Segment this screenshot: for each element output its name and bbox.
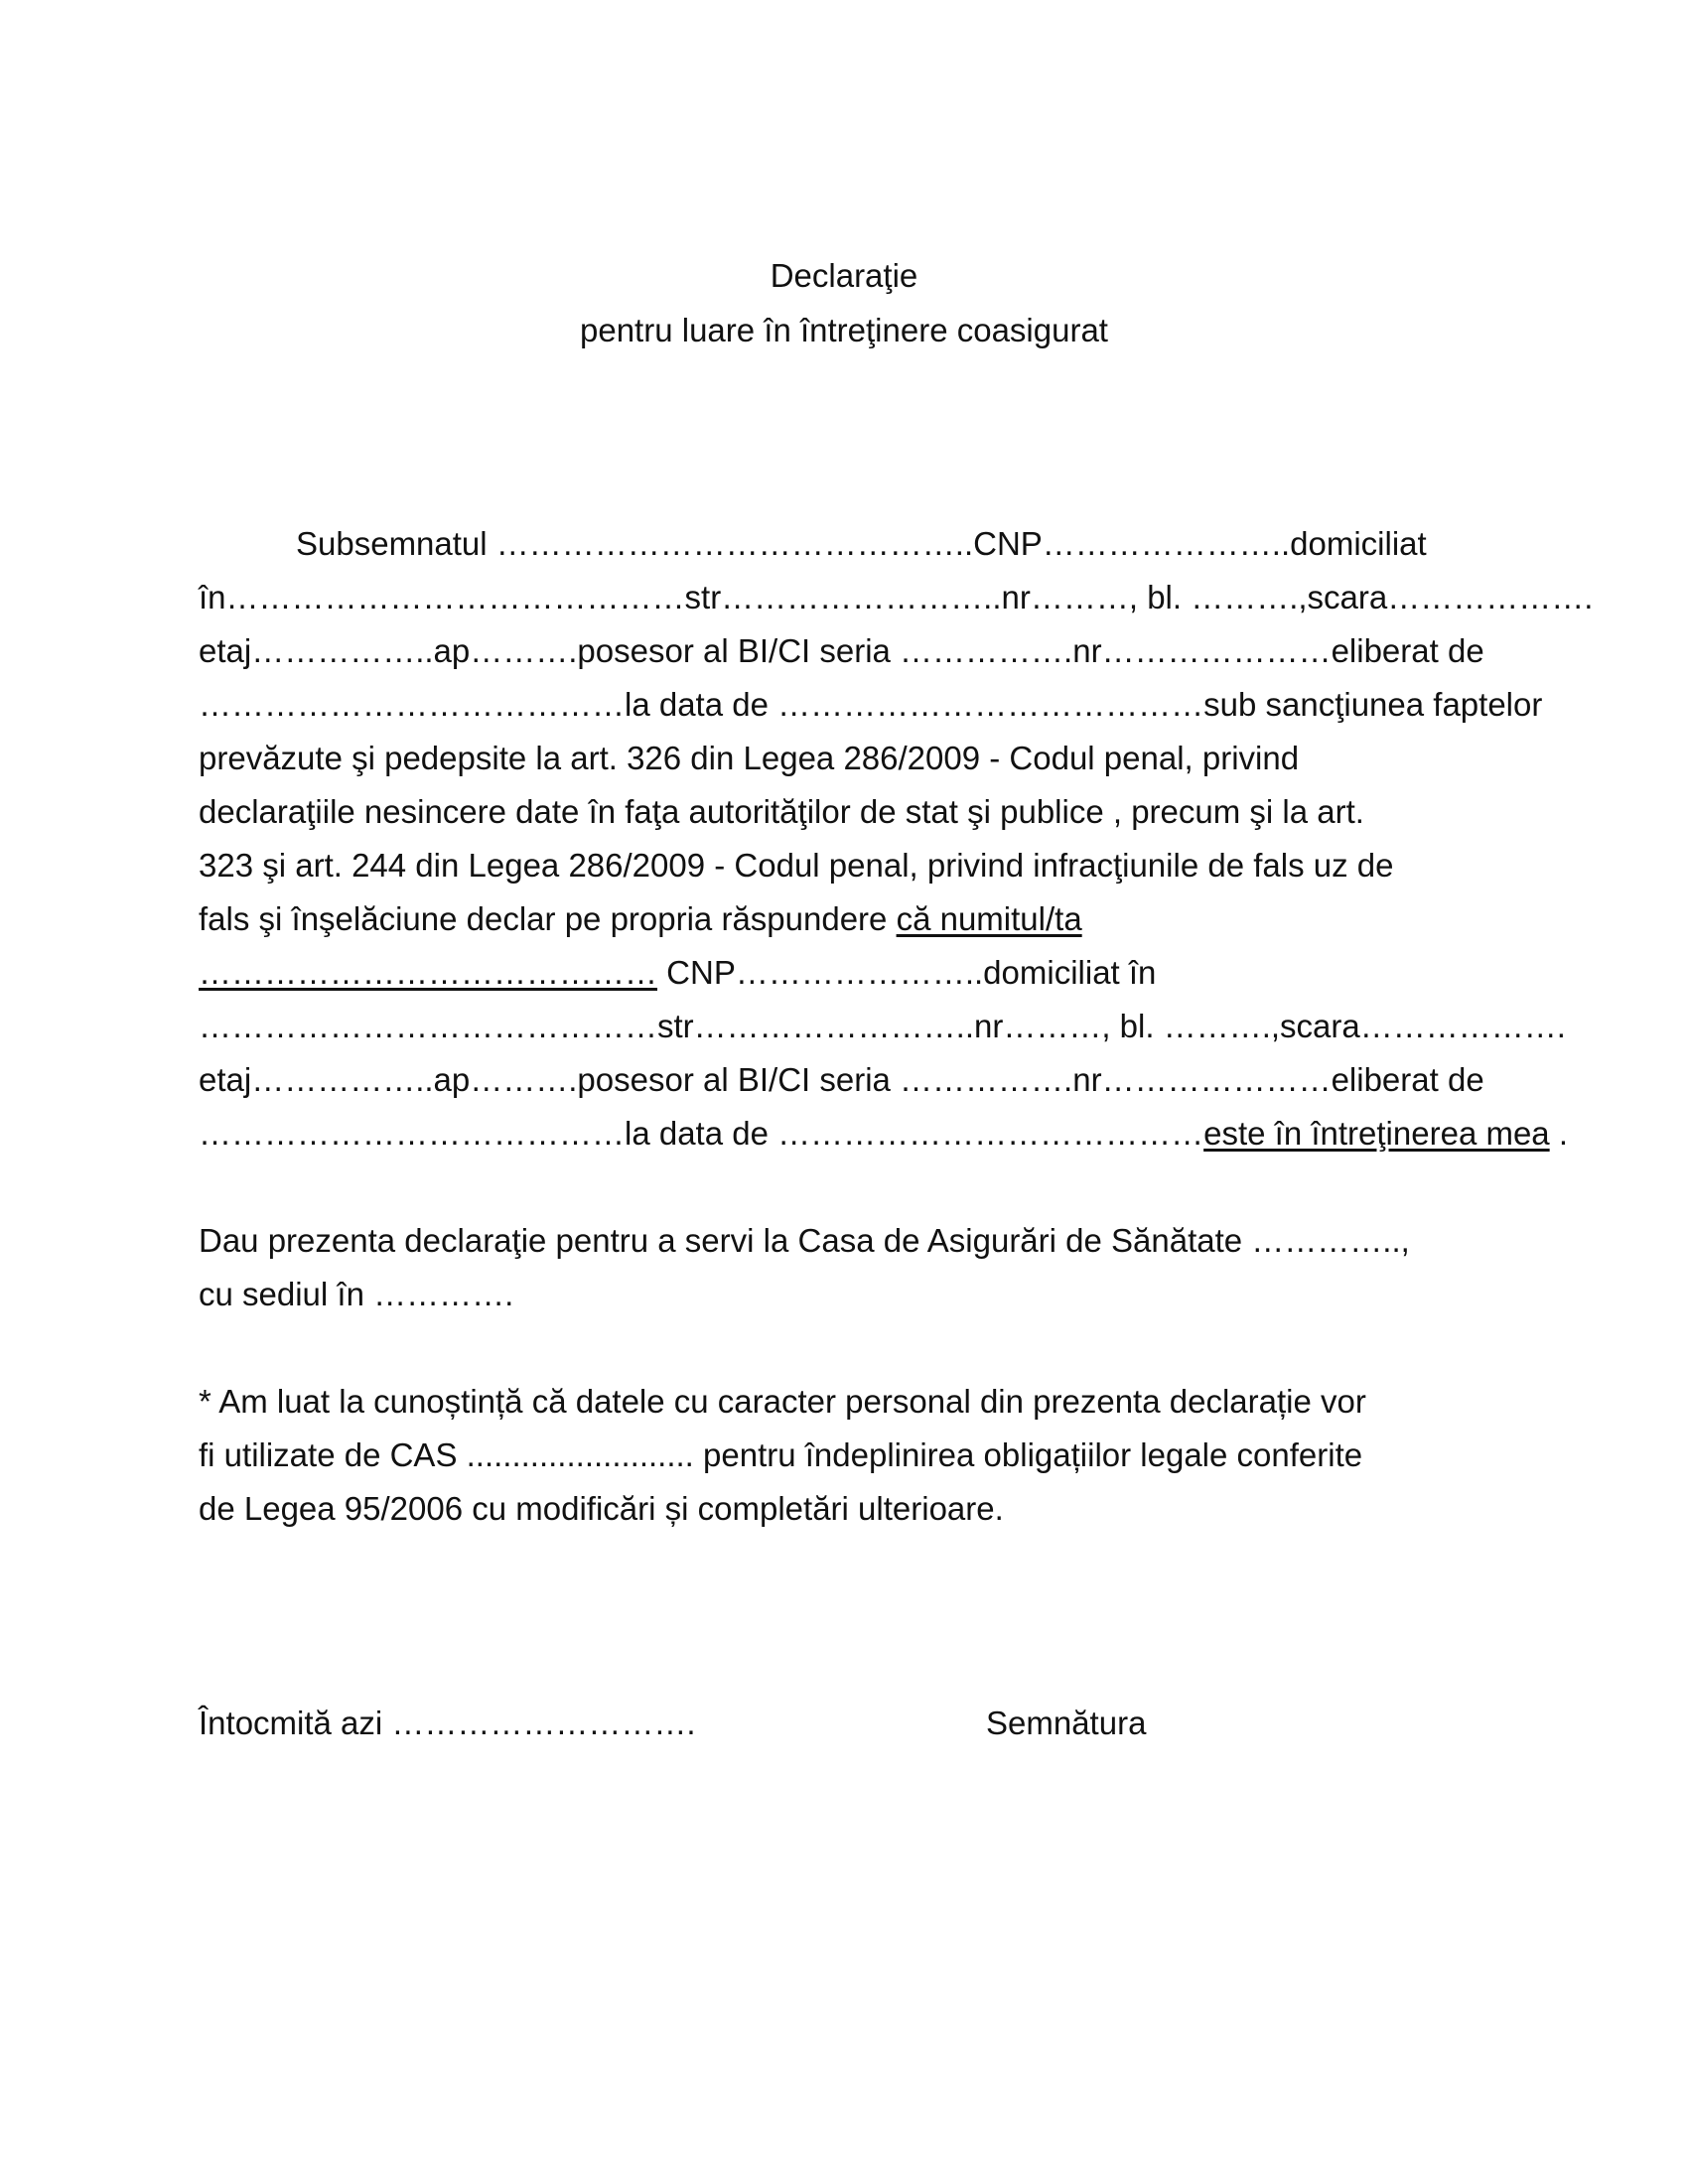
body-line-5: prevăzute şi pedepsite la art. 326 din Legea 286/2009 - Codul penal, privind <box>199 740 1300 776</box>
gdpr-line-2: fi utilizate de CAS ......................... pentru îndeplinirea obligațiilor legale conferite <box>199 1436 1363 1473</box>
body-line-12-end: . <box>1549 1115 1568 1152</box>
body-line-12-text: …………………………………la data de ………………………………… <box>199 1115 1204 1152</box>
body-line-4: …………………………………la data de …………………………………sub sancţiunea faptelor <box>199 686 1543 723</box>
body-line-1: Subsemnatul ……………………………………..CNP…………………..domiciliat <box>296 525 1427 562</box>
body-line-8-text: fals şi înşelăciune declar pe propria răspundere <box>199 900 897 937</box>
body-line-3: etaj……………..ap……….posesor al BI/CI seria …………….nr…………………eliberat de <box>199 632 1484 669</box>
body-line-9-text: CNP…………………..domiciliat în <box>657 954 1157 991</box>
cas-line-2: cu sediul în …………. <box>199 1276 514 1312</box>
cas-line-1: Dau prezenta declaraţie pentru a servi la Casa de Asigurări de Sănătate ………….., <box>199 1222 1410 1259</box>
document-title: Declaraţie <box>770 257 918 294</box>
document-subtitle: pentru luare în întreţinere coasigurat <box>580 312 1108 348</box>
gdpr-line-3: de Legea 95/2006 cu modificări și completări ulterioare. <box>199 1490 1004 1527</box>
signature-label: Semnătura <box>986 1705 1147 1741</box>
body-line-7: 323 şi art. 244 din Legea 286/2009 - Codul penal, privind infracţiunile de fals uz de <box>199 847 1394 884</box>
gdpr-line-1: * Am luat la cunoștință că datele cu caracter personal din prezenta declarație vor <box>199 1383 1366 1420</box>
body-line-12 <box>199 1114 1568 1154</box>
date-label: Întocmită azi ………………………. <box>199 1705 696 1741</box>
body-line-6: declaraţiile nesincere date în faţa autorităţilor de stat şi publice , precum şi la art. <box>199 793 1364 830</box>
body-line-11: etaj……………..ap……….posesor al BI/CI seria …………….nr…………………eliberat de <box>199 1061 1484 1098</box>
underlined-numitul: că numitul/ta <box>896 900 1082 937</box>
underlined-intretinere: este în întreţinerea mea <box>1203 1115 1550 1152</box>
body-line-2: în……………………………………str……………………..nr………, bl. ……….,scara………………. <box>199 579 1594 615</box>
body-line-10: ……………………………………str……………………..nr………, bl. ……….,scara………………. <box>199 1008 1566 1044</box>
body-line-9 <box>199 953 1156 993</box>
underlined-name-blank: …………………………………… <box>199 954 657 991</box>
body-line-8 <box>199 899 1082 939</box>
